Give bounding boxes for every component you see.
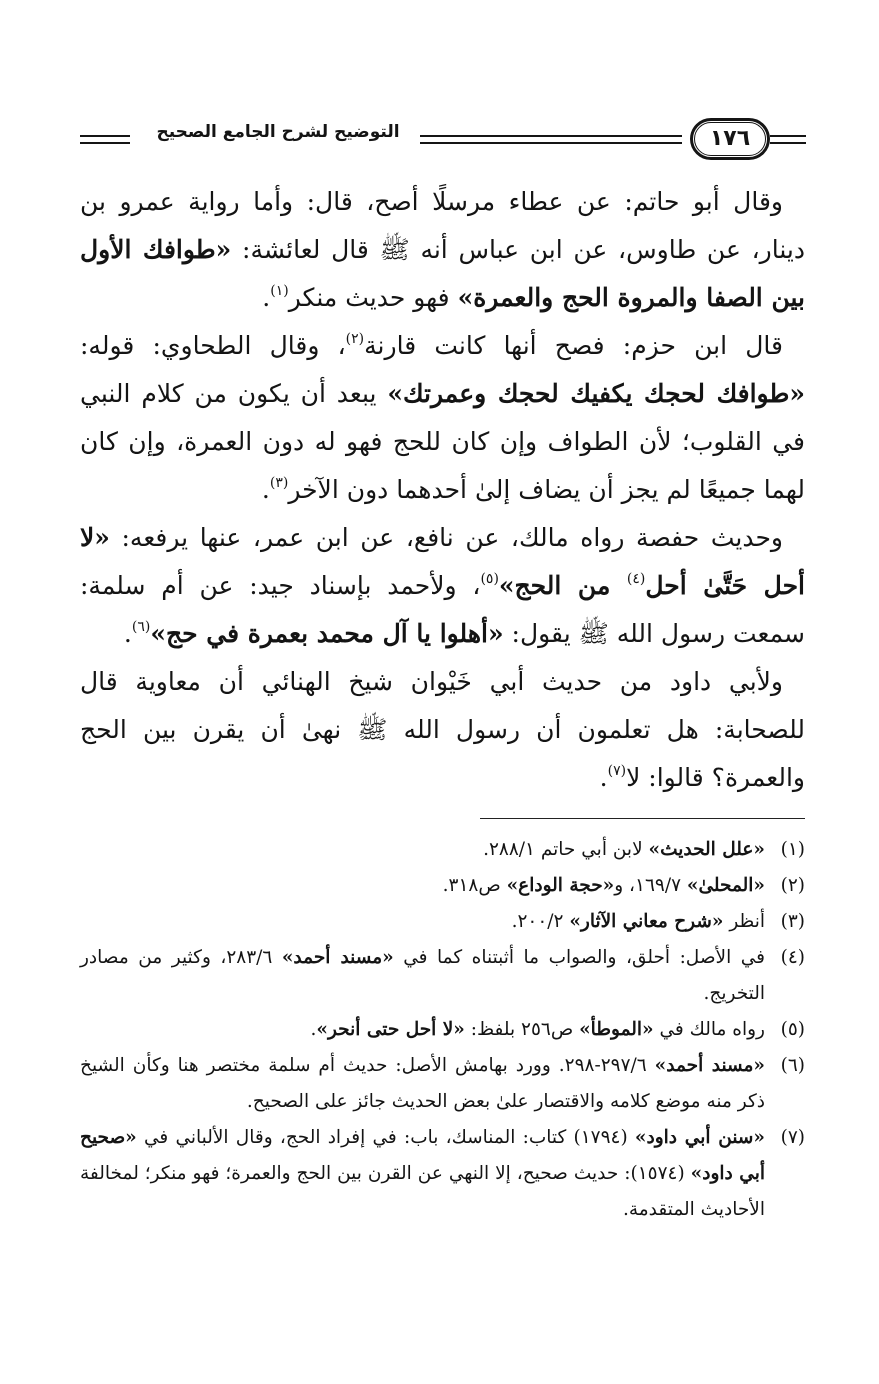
footnotes — [80, 832, 805, 1228]
quoted-text: «أهلوا يا آل محمد بعمرة في حج» — [150, 619, 504, 648]
paragraph — [80, 514, 805, 658]
footnote-number: (٦) — [780, 1055, 805, 1076]
text-run: (١٧٩٤) كتاب: المناسك، باب: في إفراد الحج، وقال الألباني في — [136, 1127, 635, 1148]
cited-title: «مسند أحمد» — [281, 947, 394, 968]
footnote — [80, 940, 805, 1012]
running-header — [80, 116, 810, 166]
text-run: لابن أبي حاتم ٢٨٨/١. — [483, 839, 649, 860]
text-run: ، وقال الطحاوي: قوله: — [80, 331, 346, 360]
footnote-number: (٧) — [780, 1127, 805, 1148]
footnote-marker: (١) — [270, 283, 289, 299]
footnote-text — [80, 868, 765, 904]
text-run: فهو حديث منكر — [288, 283, 458, 312]
text-run: . — [599, 763, 608, 792]
text-run: رواه مالك في — [653, 1019, 765, 1040]
cited-title: «الموطأ» — [579, 1019, 654, 1040]
footnote-text — [80, 1012, 765, 1048]
footnote-text — [80, 904, 765, 940]
cited-title: «شرح معاني الآثار» — [569, 911, 724, 932]
paragraph — [80, 322, 805, 514]
cited-title: «المحلىٰ» — [686, 875, 765, 896]
text-run: ٢٠٠/٢. — [511, 911, 570, 932]
text-run: . — [262, 283, 271, 312]
footnote-marker: (٤) — [626, 571, 646, 587]
footnote-marker: (٧) — [607, 763, 627, 779]
cited-title: «لا أحل حتى أنحر» — [316, 1019, 465, 1040]
text-run: قال ابن حزم: فصح أنها كانت قارنة — [364, 331, 783, 360]
header-rule-left — [80, 135, 130, 144]
footnote — [80, 1012, 805, 1048]
footnote-number: (٢) — [780, 875, 805, 896]
footnote-marker: (٦) — [131, 619, 151, 635]
quoted-text: من الحج» — [498, 571, 627, 600]
text-run: ولأبي داود من حديث أبي خَيْوان شيخ الهنائي أن معاوية قال للصحابة: هل تعلمون أن رسول الله ﷺ نهىٰ أن يقرن بين الحج والعمرة؟ قالوا: لا — [80, 667, 805, 792]
text-run: ٢٩٧/٦-٢٩٨. وورد بهامش الأصل: حديث أم سلمة مختصر هنا وكأن الشيخ ذكر منه موضع كلامه والاقتصار علىٰ بعض الحديث جائز على الصحيح. — [80, 1055, 765, 1112]
text-run: . — [261, 475, 270, 504]
footnote-marker: (٣) — [269, 475, 289, 491]
footnote-text — [80, 1120, 765, 1228]
footnote — [80, 904, 805, 940]
text-run: ١٦٩/٧، و — [614, 875, 687, 896]
text-run: وقال أبو حاتم: عن عطاء مرسلًا أصح، قال: وأما رواية عمرو بن دينار، عن طاوس، عن ابن عباس أنه ﷺ قال لعائشة: — [80, 187, 805, 264]
text-run: ٢٨٣/٦، وكثير من مصادر التخريج. — [80, 947, 765, 1004]
text-run: ص٢٥٦ بلفظ: — [464, 1019, 580, 1040]
footnote-number: (٣) — [780, 911, 805, 932]
footnote-marker: (٥) — [480, 571, 499, 587]
quoted-text: «طوافك لحجك يكفيك لحجك وعمرتك» — [387, 379, 805, 408]
page-number: ١٧٦ — [709, 126, 751, 151]
cited-title: «مسند أحمد» — [654, 1055, 765, 1076]
text-run: يبعد أن يكون من كلام النبي في القلوب؛ لأن الطواف وإن كان للحج فهو له دون العمرة، وإن كان لهما جميعًا لم يجز أن يضاف إلىٰ أحدهما دون الآخر — [80, 379, 805, 504]
footnote-text — [80, 1048, 765, 1120]
quoted-text: «لا أحل حَتَّىٰ أحل — [80, 523, 805, 600]
footnote — [80, 1120, 805, 1228]
footnote-divider — [480, 818, 805, 819]
cited-title: «صحيح أبي داود» — [80, 1127, 765, 1184]
text-run: في الأصل: أحلق، والصواب ما أثبتناه كما في — [393, 947, 765, 968]
text-run: ، ولأحمد بإسناد جيد: عن أم سلمة: سمعت رسول الله ﷺ يقول: — [80, 571, 805, 648]
footnote — [80, 868, 805, 904]
cited-title: «حجة الوداع» — [506, 875, 615, 896]
text-run: . — [310, 1019, 317, 1040]
text-run: . — [123, 619, 132, 648]
paragraph — [80, 178, 805, 322]
footnote — [80, 832, 805, 868]
cited-title: «علل الحديث» — [648, 839, 765, 860]
footnote — [80, 1048, 805, 1120]
quoted-text: «طوافك الأول بين الصفا والمروة الحج والعمرة» — [80, 235, 805, 312]
main-text — [80, 178, 805, 802]
cited-title: «سنن أبي داود» — [634, 1127, 765, 1148]
book-title: التوضيح لشرح الجامع الصحيح — [156, 122, 400, 142]
text-run: وحديث حفصة رواه مالك، عن نافع، عن ابن عمر، عنها يرفعه: — [109, 523, 783, 552]
text-run: (١٥٧٤): حديث صحيح، إلا النهي عن القرن بين الحج والعمرة؛ فهو منكر؛ لمخالفة الأحاديث المتقدمة. — [80, 1163, 765, 1220]
footnote-number: (٥) — [780, 1019, 805, 1040]
footnote-text — [80, 940, 765, 1012]
header-rule-middle — [420, 135, 682, 144]
header-rule-right — [770, 135, 806, 144]
footnote-marker: (٢) — [345, 331, 365, 347]
footnote-text — [80, 832, 765, 868]
paragraph — [80, 658, 805, 802]
text-run: ص٣١٨. — [442, 875, 507, 896]
footnote-number: (١) — [780, 839, 805, 860]
text-run: أنظر — [723, 911, 765, 932]
footnote-number: (٤) — [780, 947, 805, 968]
page-number-badge — [690, 118, 770, 160]
